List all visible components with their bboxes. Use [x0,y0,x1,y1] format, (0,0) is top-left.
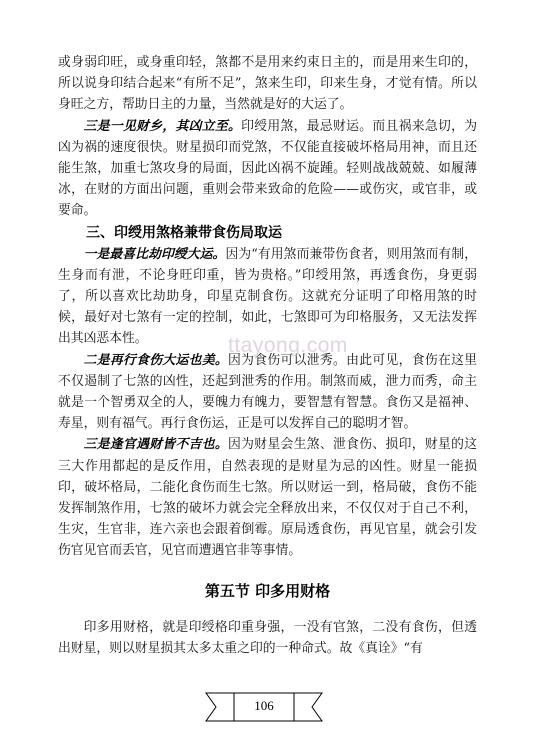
paragraph-3-lead: 一是最喜比劫印绶大运。 [83,246,226,262]
page-number: 106 [254,698,274,713]
paragraph-3-text: 因为“有用煞而兼带伤食者，则用煞而有制，生身而有泄，不论身旺印重，皆为贵格。”印绶用煞，再透食伤，身更弱了，所以喜欢比劫助身，印星克制食伤。这就充分证明了印格用煞的时候，最好对七煞有一定的控制，如此，七煞即可为印格服务，又无法发挥出其凶恶本性。 [58,246,478,347]
paragraph-2-text: 印绶用煞，最忌财运。而且祸来急切，为凶为祸的速度很快。财星损印而党煞，不仅能直接破坏格局用神，而且还能生煞，加重七煞攻身的局面，因此凶祸不旋踵。轻则战战兢兢、如履薄冰，在财的方面出问题，重则会带来致命的危险——或伤灾，或官非，或要命。 [58,118,478,219]
section-title: 第五节 印多用财格 [204,581,331,600]
paragraph-4 [58,350,477,435]
paragraph-4-lead: 二是再行食伤大运也美。 [83,352,228,368]
page-number-box [204,690,324,724]
paragraph-5-lead: 三是逢官遇财皆不吉也。 [83,437,228,453]
paragraph-6: 印多用财格，就是印绶格印重身强，一没有官煞，二没有食伤，但透出财星，则以财星损其太多太重之印的一种命式。故《真诠》“有 [58,619,477,656]
paragraph-4-text: 因为食伤可以泄秀。由此可见，食伤在这里不仅遏制了七煞的凶性，还起到泄秀的作用。制煞而威，泄力而秀，命主就是一个智勇双全的人，要魄力有魄力，要智慧有智慧。食伤又是福神、寿星，则有福气。再行食伤运，正是可以发挥自己的聪明才智。 [58,352,478,432]
paragraph-5 [58,434,477,561]
watermark: ttayong.com [228,334,348,357]
paragraph-1: 或身弱印旺，或身重印轻，煞都不是用来约束日主的，而是用来生印的，所以说身印结合起来“有所不足”，煞来生印，印来生身，才觉有情。所以身旺之方，帮助日主的力量，当然就是好的大运了。 [58,55,477,113]
paragraph-2-lead: 三是一见财乡，其凶立至。 [83,118,242,134]
paragraph-5-text: 因为财星会生煞、泄食伤、损印，财星的这三大作用都起的是反作用，自然表现的是财星为忌的凶性。财星一能损印，破坏格局，二能化食伤而生七煞。所以财运一到，格局破，食伤不能发挥制煞作用，七煞的破坏力就会完全释放出来，不仅仅对于自己不利，生灾，生官非，连六亲也会跟着倒霉。原局透食伤，再见官星，就会引发伤官见官而丢官，见官而遭遇官非等事情。 [58,437,478,559]
paragraph-2 [58,116,477,222]
subheading: 三、印绶用煞格兼带食伤局取运 [86,224,282,241]
